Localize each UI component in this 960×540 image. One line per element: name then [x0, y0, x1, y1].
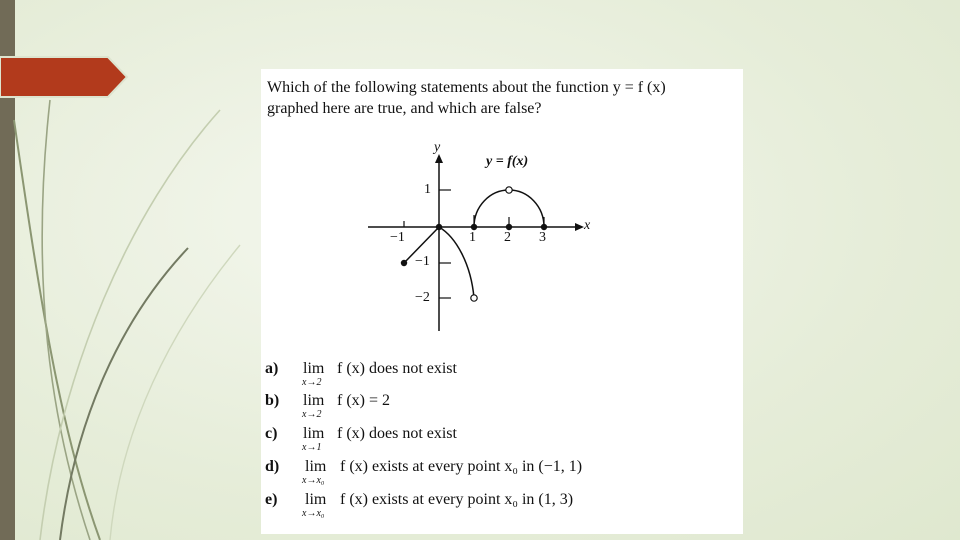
problem-card	[261, 69, 743, 534]
option-letter: d)	[265, 458, 280, 475]
option-lim-subscript: x→x₀	[302, 475, 325, 486]
option-b	[265, 392, 735, 424]
question-line-1: Which of the following statements about the function y = f (x)	[267, 79, 666, 96]
option-lim: lim	[303, 425, 325, 442]
option-lim: lim	[303, 392, 325, 409]
option-letter: e)	[265, 491, 278, 508]
curve-label: y = f(x)	[486, 154, 529, 169]
x-tick-1: 1	[469, 230, 476, 245]
option-statement: f (x) exists at every point x₀ in (1, 3)	[340, 491, 574, 508]
option-statement: f (x) = 2	[337, 392, 391, 409]
option-lim-subscript: x→x₀	[302, 508, 325, 519]
option-letter: a)	[265, 360, 279, 377]
option-e	[265, 491, 735, 523]
option-lim: lim	[305, 458, 327, 475]
option-lim-subscript: x→1	[302, 442, 322, 453]
option-lim: lim	[305, 491, 327, 508]
x-axis-label: x	[584, 218, 591, 233]
option-statement: f (x) does not exist	[337, 360, 457, 377]
option-lim-subscript: x→2	[302, 409, 322, 420]
decorative-lines	[0, 0, 260, 540]
option-statement: f (x) does not exist	[337, 425, 457, 442]
option-lim: lim	[303, 360, 325, 377]
x-tick-3: 3	[539, 230, 546, 245]
function-graph	[261, 69, 743, 359]
option-c	[265, 425, 735, 457]
option-statement: f (x) exists at every point x₀ in (−1, 1)	[340, 458, 583, 475]
option-letter: b)	[265, 392, 280, 409]
option-lim-subscript: x→2	[302, 377, 322, 388]
y-tick-1: 1	[424, 182, 431, 197]
option-d	[265, 458, 735, 490]
y-axis-label: y	[434, 140, 441, 155]
option-letter: c)	[265, 425, 278, 442]
option-a	[265, 360, 735, 392]
x-tick-2: 2	[504, 230, 511, 245]
y-tick-neg1: −1	[415, 254, 430, 269]
x-tick-neg1: −1	[390, 230, 405, 245]
question-line-2: graphed here are true, and which are false?	[267, 100, 542, 117]
y-tick-neg2: −2	[415, 290, 430, 305]
